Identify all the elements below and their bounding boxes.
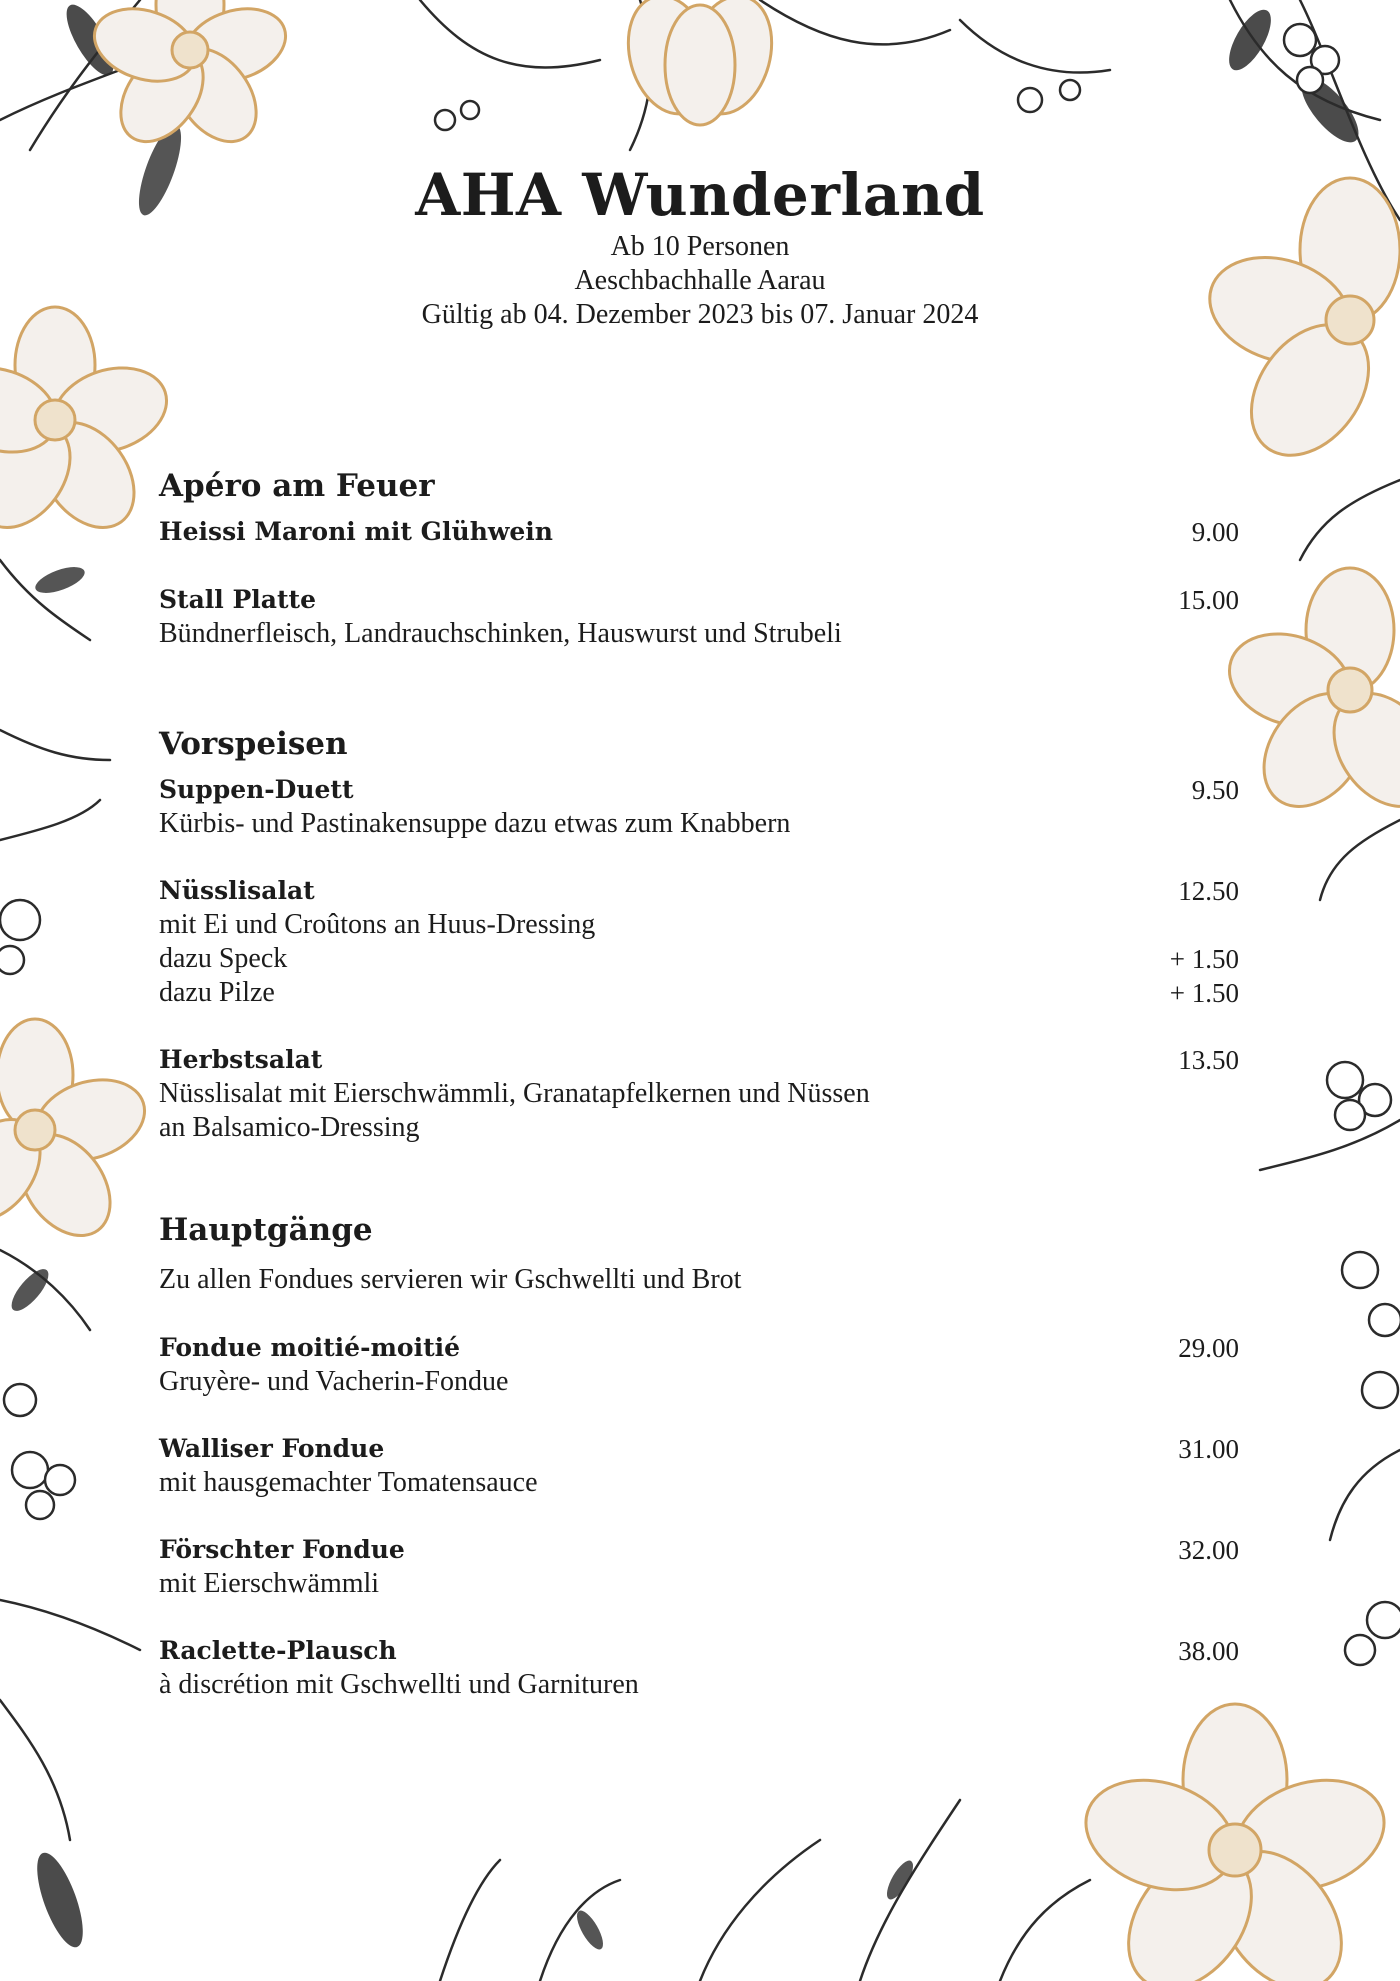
menu-title: AHA Wunderland bbox=[415, 161, 985, 229]
item-extra bbox=[159, 942, 1239, 976]
menu-item bbox=[159, 1533, 1239, 1601]
guest-minimum: Ab 10 Personen bbox=[610, 231, 790, 262]
menu-content bbox=[159, 463, 1239, 1702]
item-description: Kürbis- und Pastinakensuppe dazu etwas zum Knabbern bbox=[159, 808, 791, 839]
item-price: 9.00 bbox=[1191, 517, 1239, 547]
menu-item bbox=[159, 1432, 1239, 1500]
menu-header bbox=[0, 160, 1400, 332]
item-name: Fondue moitié-moitié bbox=[159, 1333, 461, 1362]
item-price: 12.50 bbox=[1178, 876, 1239, 906]
extra-label: dazu Speck bbox=[159, 943, 288, 974]
item-description: Nüsslisalat mit Eierschwämmli, Granatapfelkernen und Nüssen bbox=[159, 1078, 870, 1109]
item-description: mit Ei und Croûtons an Huus-Dressing bbox=[159, 909, 596, 940]
item-price: 13.50 bbox=[1178, 1045, 1239, 1075]
item-name: Förschter Fondue bbox=[159, 1535, 405, 1564]
item-description: mit Eierschwämmli bbox=[159, 1568, 380, 1599]
item-price: 32.00 bbox=[1178, 1535, 1239, 1565]
item-name: Raclette-Plausch bbox=[159, 1636, 397, 1665]
item-description: Bündnerfleisch, Landrauchschinken, Hauswurst und Strubeli bbox=[159, 618, 842, 649]
item-description: Gruyère- und Vacherin-Fondue bbox=[159, 1366, 509, 1397]
item-name: Herbstsalat bbox=[159, 1045, 323, 1074]
item-name: Suppen-Duett bbox=[159, 775, 354, 804]
item-price: 9.50 bbox=[1191, 775, 1239, 805]
menu-item bbox=[159, 1634, 1239, 1702]
section-note: Zu allen Fondues servieren wir Gschwellti und Brot bbox=[159, 1264, 742, 1295]
item-name: Walliser Fondue bbox=[159, 1434, 385, 1463]
extra-price: + 1.50 bbox=[1169, 978, 1239, 1008]
item-description: à discrétion mit Gschwellti und Garnituren bbox=[159, 1669, 639, 1700]
item-extra bbox=[159, 976, 1239, 1010]
menu-item bbox=[159, 1043, 1239, 1145]
section-title-hauptgaenge: Hauptgänge bbox=[159, 1212, 373, 1248]
menu-item bbox=[159, 515, 1239, 549]
extra-label: dazu Pilze bbox=[159, 977, 275, 1008]
venue-name: Aeschbachhalle Aarau bbox=[574, 265, 826, 296]
item-description-line-2: an Balsamico-Dressing bbox=[159, 1112, 420, 1143]
item-price: 15.00 bbox=[1178, 585, 1239, 615]
menu-item bbox=[159, 773, 1239, 841]
item-price: 31.00 bbox=[1178, 1434, 1239, 1464]
item-description: mit hausgemachter Tomatensauce bbox=[159, 1467, 538, 1498]
item-name: Nüsslisalat bbox=[159, 876, 315, 905]
validity-period: Gültig ab 04. Dezember 2023 bis 07. Januar 2024 bbox=[421, 299, 979, 330]
item-price: 29.00 bbox=[1178, 1333, 1239, 1363]
menu-item bbox=[159, 1331, 1239, 1399]
item-name: Stall Platte bbox=[159, 585, 316, 614]
menu-item bbox=[159, 583, 1239, 651]
item-name: Heissi Maroni mit Glühwein bbox=[159, 517, 553, 546]
menu-item bbox=[159, 874, 1239, 1010]
extra-price: + 1.50 bbox=[1169, 944, 1239, 974]
section-title-apero: Apéro am Feuer bbox=[159, 468, 435, 504]
section-title-vorspeisen: Vorspeisen bbox=[159, 726, 348, 762]
item-price: 38.00 bbox=[1178, 1636, 1239, 1666]
